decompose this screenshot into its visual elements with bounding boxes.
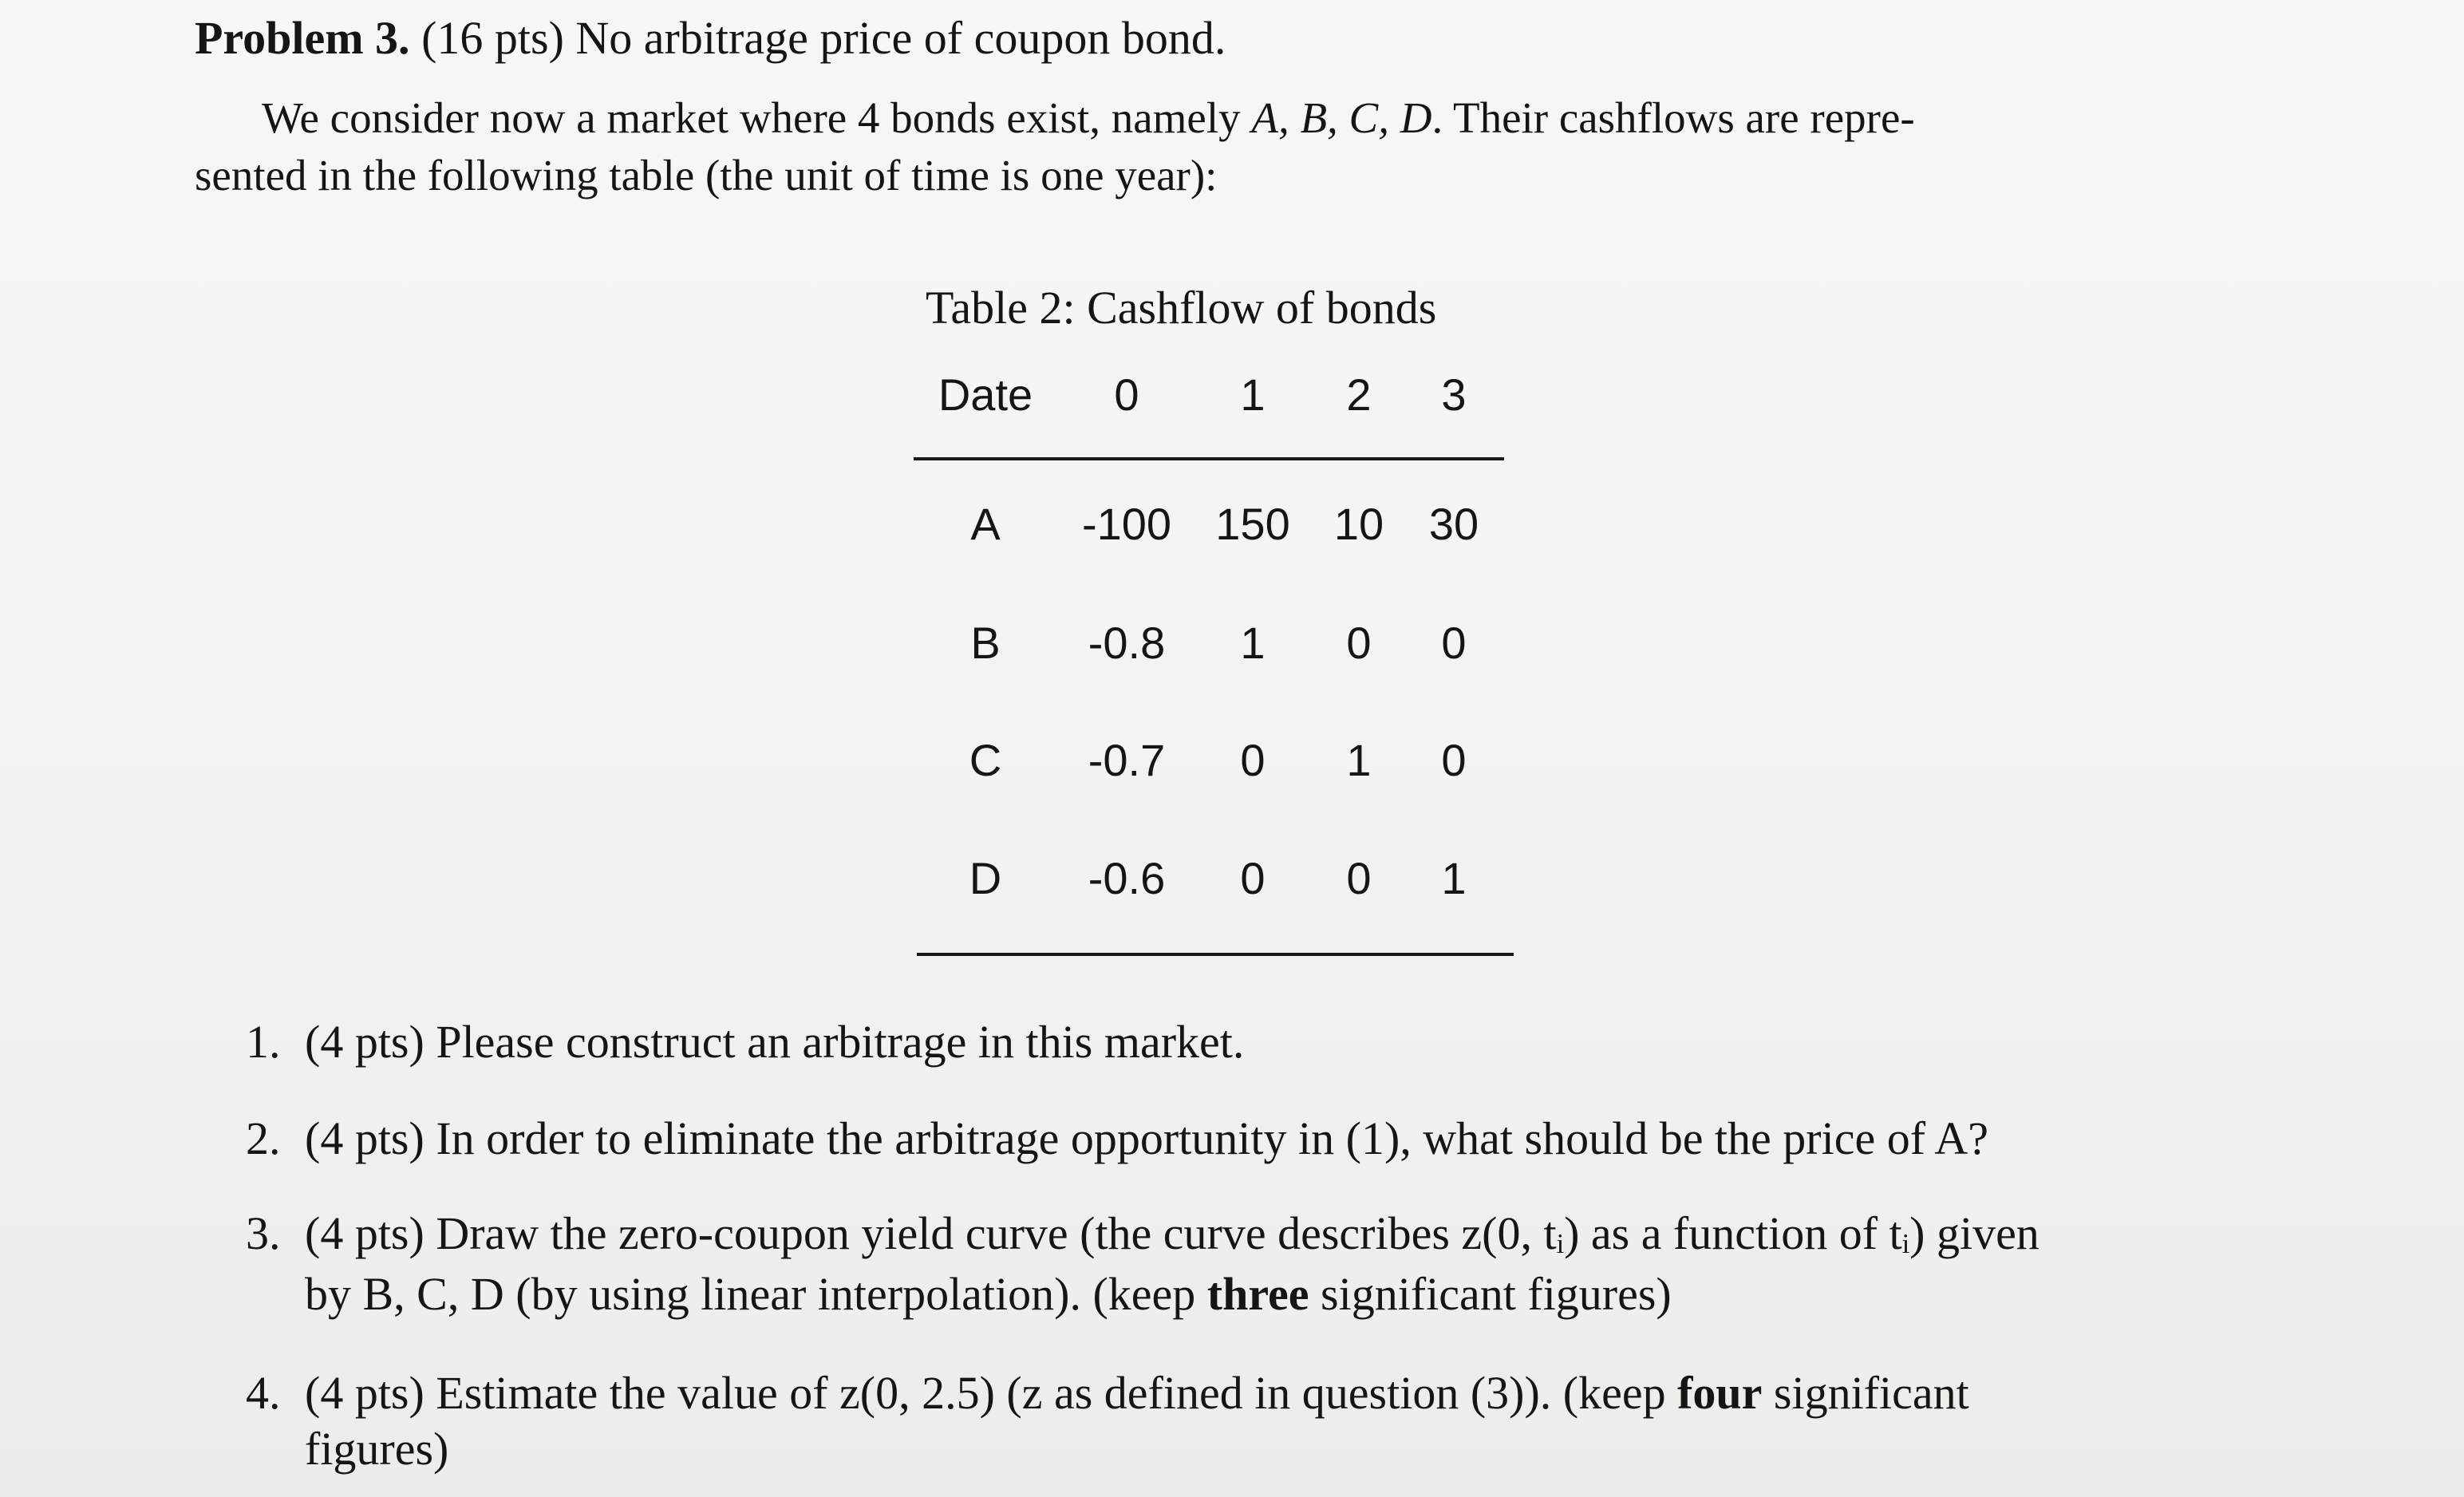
question-text: (4 pts) Please construct an arbitrage in this market. bbox=[305, 1016, 1245, 1068]
question-text-a: by B, C, D (by using linear interpolation). (keep bbox=[305, 1268, 1207, 1320]
intro-line-2: sented in the following table (the unit of time is one year): bbox=[195, 151, 1218, 199]
cell-a-t2: 10 bbox=[1333, 499, 1384, 549]
table-caption: Table 2: Cashflow of bonds bbox=[926, 282, 1437, 334]
question-text-line-1: (4 pts) Draw the zero-coupon yield curve (the curve describes z(0, tᵢ) as a function of tᵢ) given bbox=[305, 1207, 2040, 1259]
problem-heading bbox=[195, 11, 1226, 65]
intro-line-1 bbox=[262, 93, 1915, 143]
problem-title: (16 pts) No arbitrage price of coupon bond. bbox=[421, 12, 1226, 64]
row-label-a: A bbox=[970, 499, 1001, 549]
cell-c-t1: 0 bbox=[1240, 735, 1266, 785]
header-t0: 0 bbox=[1114, 369, 1139, 420]
emphasis-three: three bbox=[1206, 1268, 1309, 1320]
intro-text-b: . Their cashflows are repre- bbox=[1431, 93, 1915, 142]
header-t2: 2 bbox=[1346, 369, 1372, 420]
emphasis-four: four bbox=[1677, 1367, 1763, 1419]
cell-a-t1: 150 bbox=[1215, 499, 1290, 549]
cell-b-t1: 1 bbox=[1240, 618, 1266, 668]
cell-d-t2: 0 bbox=[1346, 853, 1372, 903]
question-text-line-1 bbox=[305, 1366, 1969, 1420]
cell-b-t3: 0 bbox=[1441, 618, 1467, 668]
cell-c-t3: 0 bbox=[1441, 735, 1467, 785]
header-t3: 3 bbox=[1441, 369, 1467, 420]
row-label-b: B bbox=[970, 618, 1001, 668]
cell-d-t3: 1 bbox=[1441, 853, 1467, 903]
cell-d-t1: 0 bbox=[1240, 853, 1266, 903]
cell-d-t0: -0.6 bbox=[1088, 853, 1166, 903]
question-number: 1. bbox=[246, 1016, 281, 1068]
header-t1: 1 bbox=[1240, 369, 1266, 420]
problem-label: Problem 3. bbox=[195, 12, 410, 64]
table-top-rule bbox=[914, 457, 1504, 460]
question-text-b: significant bbox=[1762, 1367, 1969, 1419]
intro-bond-names: A, B, C, D bbox=[1251, 93, 1432, 142]
cell-a-t3: 30 bbox=[1428, 499, 1479, 549]
intro-text-a: We consider now a market where 4 bonds exist, namely bbox=[262, 93, 1252, 142]
question-number: 2. bbox=[246, 1112, 281, 1164]
cell-a-t0: -100 bbox=[1081, 499, 1172, 549]
question-text-line-2 bbox=[305, 1267, 1672, 1321]
question-text-line-2: figures) bbox=[305, 1423, 449, 1475]
table-bottom-rule bbox=[917, 953, 1514, 956]
row-label-c: C bbox=[969, 735, 1002, 785]
question-text-b: significant figures) bbox=[1309, 1268, 1672, 1320]
header-date: Date bbox=[938, 369, 1033, 420]
cell-b-t0: -0.8 bbox=[1088, 618, 1166, 668]
row-label-d: D bbox=[969, 853, 1002, 903]
cell-b-t2: 0 bbox=[1346, 618, 1372, 668]
question-text-a: (4 pts) Estimate the value of z(0, 2.5) (z as defined in question (3)). (keep bbox=[305, 1367, 1678, 1419]
question-number: 3. bbox=[246, 1207, 281, 1259]
cell-c-t0: -0.7 bbox=[1088, 735, 1166, 785]
cell-c-t2: 1 bbox=[1346, 735, 1372, 785]
question-text: (4 pts) In order to eliminate the arbitrage opportunity in (1), what should be the price of A? bbox=[305, 1112, 1988, 1164]
question-number: 4. bbox=[246, 1367, 281, 1419]
